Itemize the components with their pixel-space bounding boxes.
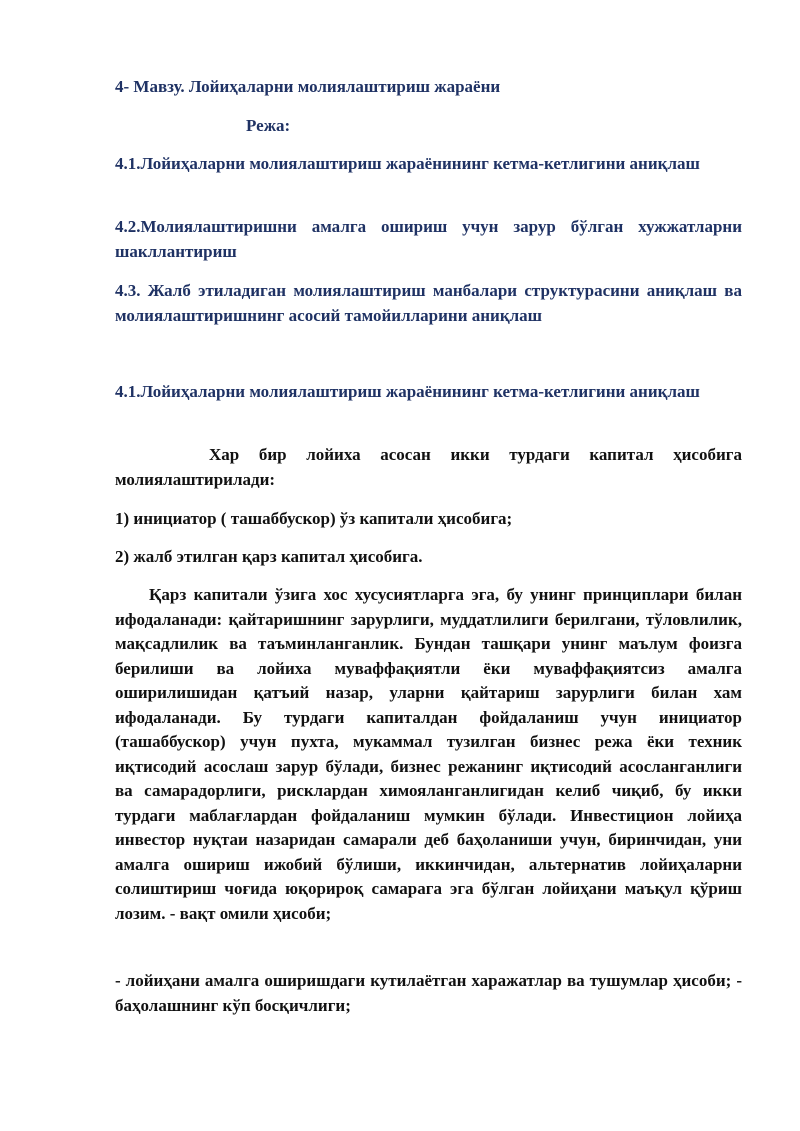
list-item-2: 2) жалб этилган қарз капитал ҳисобига. <box>115 547 423 566</box>
plan-item-1: 4.1.Лойиҳаларни молиялаштириш жараёнининг кетма-кетлигини аниқлаш <box>115 154 700 173</box>
plan-heading: Режа: <box>246 116 291 135</box>
plan-item-3: 4.3. Жалб этиладиган молиялаштириш манбалари структурасини аниқлаш ва молиялаштиришнинг асосий тамойилларини аниқлаш <box>115 281 742 325</box>
final-paragraph: - лойиҳани амалга оширишдаги кутилаётган харажатлар ва тушумлар ҳисоби; - баҳолашнинг кўп босқичлиги; <box>115 971 742 1015</box>
list-item-1: 1) инициатор ( ташаббускор) ўз капитали ҳисобига; <box>115 509 513 528</box>
section-heading: 4.1.Лойиҳаларни молиялаштириш жараёнининг кетма-кетлигини аниқлаш <box>115 382 700 401</box>
intro-paragraph: Хар бир лойиха асосан икки турдаги капитал ҳисобига молиялаштирилади: <box>115 445 742 489</box>
document-title: 4- Мавзу. Лойиҳаларни молиялаштириш жараёни <box>115 77 501 96</box>
plan-item-2: 4.2.Молиялаштиришни амалга ошириш учун зарур бўлган хужжатларни шакллантириш <box>115 217 742 261</box>
body-paragraph: Қарз капитали ўзига хос хусусиятларга эга, бу унинг принциплари билан ифодаланади: қайтаришнинг зарурлиги, муддатлилиги берилгани, тўловлилик, мақсадлилик ва таъминланганлик. Бундан ташқари унинг маълум фоизга берилиши ва лойиха муваффақиятли ёки муваффақиятсиз амалга оширилишидан қатъий назар, уларни қайтариш зарурлиги билан хам ифодаланади. Бу турдаги капиталдан фойдаланиш учун инициатор (ташаббускор) учун пухта, мукаммал тузилган бизнес режа ёки техник иқтисодий асослаш зарур бўлади, бизнес режанинг иқтисодий асосланганлиги ва самарадорлиги, рисклардан химояланганлигидан келиб чиқиб, бу икки турдаги маблағлардан фойдаланиш мумкин бўлади. Инвестицион лойиҳа инвестор нуқтаи назаридан самарали деб баҳоланиши учун, биринчидан, уни амалга ошириш ижобий бўлиши, иккинчидан, альтернатив лойиҳаларни солиштириш чоғида юқорироқ самарага эга бўлган лойиҳани маъқул қўриш лозим. - вақт омили ҳисоби; <box>115 585 742 923</box>
